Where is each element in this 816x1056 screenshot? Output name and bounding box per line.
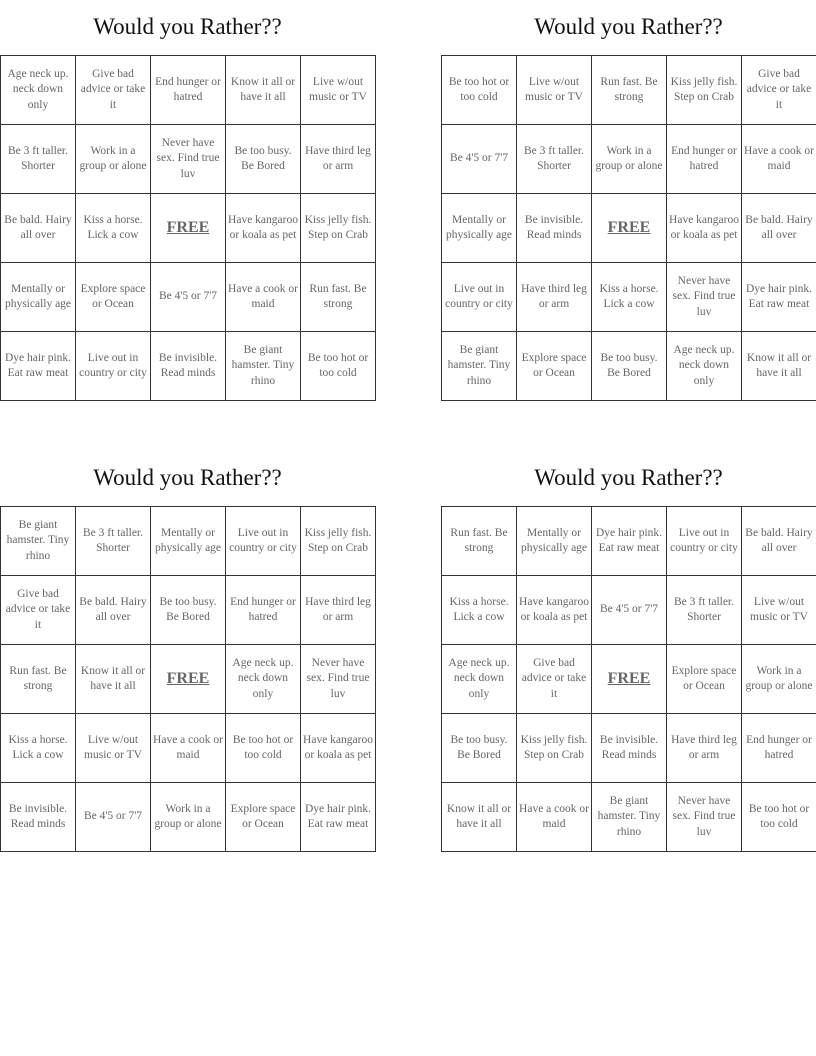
- bingo-cell: Have kangaroo or koala as pet: [517, 576, 592, 645]
- bingo-cell: Be 3 ft taller. Shorter: [517, 125, 592, 194]
- card-title: Would you Rather??: [534, 465, 723, 490]
- bingo-cell: Dye hair pink. Eat raw meat: [742, 263, 816, 332]
- bingo-cell: Live out in country or city: [76, 332, 151, 401]
- bingo-cell: Have third leg or arm: [301, 576, 376, 645]
- grid-row: [1, 783, 376, 852]
- bingo-cell: Kiss a horse. Lick a cow: [76, 194, 151, 263]
- bingo-cell: End hunger or hatred: [742, 714, 816, 783]
- bingo-cell: Be 4'5 or 7'7: [442, 125, 517, 194]
- bingo-cell: Be 4'5 or 7'7: [76, 783, 151, 852]
- grid-row: [442, 645, 816, 714]
- grid-row: [1, 576, 376, 645]
- bingo-cell: Be giant hamster. Tiny rhino: [226, 332, 301, 401]
- bingo-cell: Live out in country or city: [442, 263, 517, 332]
- bingo-cell: Run fast. Be strong: [592, 56, 667, 125]
- free-space-cell: FREE: [151, 645, 226, 714]
- bingo-cell: Never have sex. Find true luv: [151, 125, 226, 194]
- bingo-cell: Give bad advice or take it: [742, 56, 816, 125]
- grid-row: [442, 56, 816, 125]
- grid-row: [1, 263, 376, 332]
- bingo-card-3: [0, 451, 375, 852]
- grid-row: [442, 507, 816, 576]
- bingo-cell: Kiss a horse. Lick a cow: [442, 576, 517, 645]
- grid-row: [1, 332, 376, 401]
- bingo-cell: Know it all or have it all: [76, 645, 151, 714]
- bingo-cell: Be too hot or too cold: [301, 332, 376, 401]
- card-title: Would you Rather??: [93, 14, 282, 39]
- bingo-cell: Work in a group or alone: [151, 783, 226, 852]
- bingo-cell: Never have sex. Find true luv: [667, 783, 742, 852]
- bingo-cell: Have a cook or maid: [517, 783, 592, 852]
- bingo-cell: Be bald. Hairy all over: [742, 507, 816, 576]
- bingo-cell: Be too busy. Be Bored: [226, 125, 301, 194]
- bingo-cell: Be invisible. Read minds: [1, 783, 76, 852]
- bingo-cell: Run fast. Be strong: [301, 263, 376, 332]
- bingo-grid: [0, 55, 376, 401]
- bingo-cell: Age neck up. neck down only: [226, 645, 301, 714]
- bingo-cell: Work in a group or alone: [742, 645, 816, 714]
- bingo-cell: Have kangaroo or koala as pet: [226, 194, 301, 263]
- bingo-cell: Dye hair pink. Eat raw meat: [301, 783, 376, 852]
- bingo-cell: Have third leg or arm: [301, 125, 376, 194]
- bingo-cell: Age neck up. neck down only: [667, 332, 742, 401]
- bingo-cell: Mentally or physically age: [517, 507, 592, 576]
- bingo-cell: Be 3 ft taller. Shorter: [1, 125, 76, 194]
- bingo-cell: Live w/out music or TV: [517, 56, 592, 125]
- bingo-cell: Have a cook or maid: [151, 714, 226, 783]
- grid-row: [442, 783, 816, 852]
- bingo-cell: Be 4'5 or 7'7: [592, 576, 667, 645]
- bingo-cell: Be too hot or too cold: [226, 714, 301, 783]
- bingo-cell: Mentally or physically age: [151, 507, 226, 576]
- grid-row: [442, 194, 816, 263]
- free-space-cell: FREE: [151, 194, 226, 263]
- bingo-cell: Kiss jelly fish. Step on Crab: [301, 507, 376, 576]
- card-title: Would you Rather??: [93, 465, 282, 490]
- bingo-cell: Never have sex. Find true luv: [301, 645, 376, 714]
- bingo-cell: Have kangaroo or koala as pet: [301, 714, 376, 783]
- bingo-cell: Kiss jelly fish. Step on Crab: [301, 194, 376, 263]
- bingo-cell: Be giant hamster. Tiny rhino: [442, 332, 517, 401]
- bingo-card-2: [441, 0, 816, 401]
- bingo-cell: Be 3 ft taller. Shorter: [76, 507, 151, 576]
- bingo-cell: Be too busy. Be Bored: [151, 576, 226, 645]
- bingo-cell: Have a cook or maid: [226, 263, 301, 332]
- bingo-grid: [0, 506, 376, 852]
- grid-row: [442, 332, 816, 401]
- grid-row: [1, 56, 376, 125]
- grid-row: [442, 714, 816, 783]
- bingo-cell: End hunger or hatred: [151, 56, 226, 125]
- grid-row: [1, 714, 376, 783]
- bingo-cell: Kiss a horse. Lick a cow: [1, 714, 76, 783]
- bingo-cell: Mentally or physically age: [442, 194, 517, 263]
- grid-row: [1, 125, 376, 194]
- bingo-grid: [441, 506, 816, 852]
- bingo-cell: Have kangaroo or koala as pet: [667, 194, 742, 263]
- bingo-cell: Kiss a horse. Lick a cow: [592, 263, 667, 332]
- bingo-cell: Be invisible. Read minds: [592, 714, 667, 783]
- bingo-cell: Live w/out music or TV: [76, 714, 151, 783]
- bingo-cell: Have third leg or arm: [517, 263, 592, 332]
- bingo-cell: Be too hot or too cold: [442, 56, 517, 125]
- bingo-cell: Know it all or have it all: [742, 332, 816, 401]
- bingo-cell: Give bad advice or take it: [517, 645, 592, 714]
- bingo-cell: Run fast. Be strong: [1, 645, 76, 714]
- bingo-cell: Be 4'5 or 7'7: [151, 263, 226, 332]
- bingo-cell: Be bald. Hairy all over: [1, 194, 76, 263]
- bingo-grid: [441, 55, 816, 401]
- bingo-cell: Explore space or Ocean: [667, 645, 742, 714]
- bingo-cell: Age neck up. neck down only: [1, 56, 76, 125]
- grid-row: [442, 263, 816, 332]
- bingo-cell: Be bald. Hairy all over: [76, 576, 151, 645]
- bingo-cell: Mentally or physically age: [1, 263, 76, 332]
- bingo-cell: Be too busy. Be Bored: [592, 332, 667, 401]
- bingo-cell: Explore space or Ocean: [226, 783, 301, 852]
- bingo-cell: Have a cook or maid: [742, 125, 816, 194]
- bingo-cell: Live out in country or city: [667, 507, 742, 576]
- bingo-cell: Know it all or have it all: [442, 783, 517, 852]
- bingo-cell: Give bad advice or take it: [76, 56, 151, 125]
- bingo-cell: Be bald. Hairy all over: [742, 194, 816, 263]
- bingo-cell: Be 3 ft taller. Shorter: [667, 576, 742, 645]
- grid-row: [1, 645, 376, 714]
- grid-row: [442, 576, 816, 645]
- bingo-cell: Age neck up. neck down only: [442, 645, 517, 714]
- bingo-cell: Be too hot or too cold: [742, 783, 816, 852]
- grid-row: [1, 194, 376, 263]
- bingo-cell: Kiss jelly fish. Step on Crab: [667, 56, 742, 125]
- free-space-cell: FREE: [592, 645, 667, 714]
- grid-row: [1, 507, 376, 576]
- bingo-cell: Live w/out music or TV: [301, 56, 376, 125]
- bingo-cell: Work in a group or alone: [76, 125, 151, 194]
- card-title: Would you Rather??: [534, 14, 723, 39]
- bingo-cell: End hunger or hatred: [226, 576, 301, 645]
- bingo-cell: Be invisible. Read minds: [517, 194, 592, 263]
- bingo-cell: Know it all or have it all: [226, 56, 301, 125]
- bingo-cell: Run fast. Be strong: [442, 507, 517, 576]
- bingo-cell: Be giant hamster. Tiny rhino: [1, 507, 76, 576]
- bingo-cell: Be giant hamster. Tiny rhino: [592, 783, 667, 852]
- bingo-cell: Kiss jelly fish. Step on Crab: [517, 714, 592, 783]
- bingo-cell: Dye hair pink. Eat raw meat: [592, 507, 667, 576]
- bingo-cell: Give bad advice or take it: [1, 576, 76, 645]
- bingo-cell: Have third leg or arm: [667, 714, 742, 783]
- bingo-card-1: [0, 0, 375, 401]
- bingo-cell: Explore space or Ocean: [517, 332, 592, 401]
- bingo-cell: Be invisible. Read minds: [151, 332, 226, 401]
- bingo-cell: Dye hair pink. Eat raw meat: [1, 332, 76, 401]
- bingo-cell: Live w/out music or TV: [742, 576, 816, 645]
- bingo-cell: Live out in country or city: [226, 507, 301, 576]
- bingo-cell: Never have sex. Find true luv: [667, 263, 742, 332]
- bingo-cell: End hunger or hatred: [667, 125, 742, 194]
- bingo-cell: Work in a group or alone: [592, 125, 667, 194]
- free-space-cell: FREE: [592, 194, 667, 263]
- bingo-cell: Be too busy. Be Bored: [442, 714, 517, 783]
- bingo-cell: Explore space or Ocean: [76, 263, 151, 332]
- bingo-card-4: [441, 451, 816, 852]
- grid-row: [442, 125, 816, 194]
